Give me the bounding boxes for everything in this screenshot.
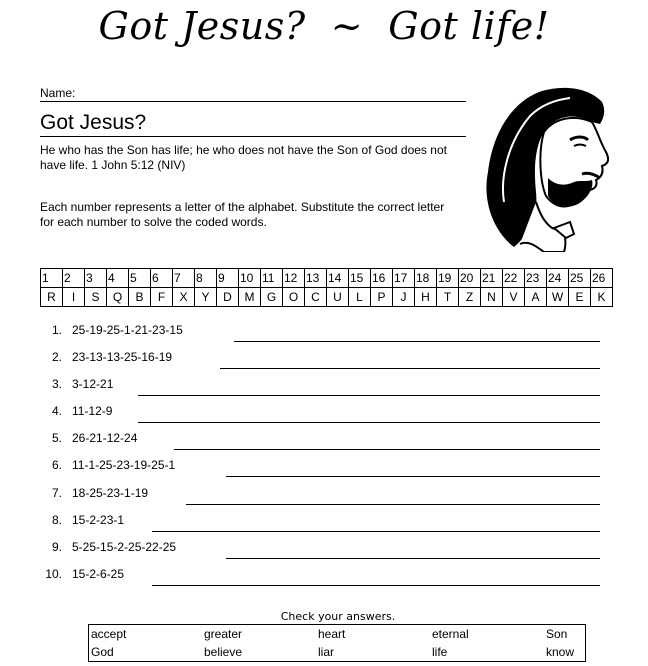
code-key-number: 4	[107, 269, 129, 288]
bible-verse: He who has the Son has life; he who does not have the Son of God does not have life. 1 John 5:12 (NIV)	[40, 143, 447, 172]
puzzle-item	[36, 376, 600, 403]
check-answers-label: Check your answers.	[280, 610, 396, 623]
code-key-letter: W	[547, 288, 569, 307]
answer-word: liar	[318, 645, 335, 659]
puzzle-code: 15-2-23-1	[72, 512, 125, 527]
code-key-number: 26	[591, 269, 613, 288]
code-key-number: 12	[283, 269, 305, 288]
code-key-number: 24	[547, 269, 569, 288]
code-key-number: 25	[569, 269, 591, 288]
answer-word-bank	[88, 624, 586, 662]
code-key-number: 20	[459, 269, 481, 288]
code-key-letter: L	[349, 288, 371, 307]
code-key-letter: K	[591, 288, 613, 307]
code-key-letter: Q	[107, 288, 129, 307]
code-key-number: 17	[393, 269, 415, 288]
puzzle-code: 26-21-12-24	[72, 431, 138, 446]
code-key-number: 23	[525, 269, 547, 288]
code-key-letter: V	[503, 288, 525, 307]
code-key-letter: M	[239, 288, 261, 307]
answer-blank[interactable]	[226, 558, 600, 559]
puzzle-list	[36, 322, 600, 593]
answer-blank[interactable]	[152, 531, 600, 532]
code-key-letter: P	[371, 288, 393, 307]
code-key-table	[40, 268, 613, 307]
code-key-letter: I	[63, 288, 85, 307]
code-key-number: 14	[327, 269, 349, 288]
code-key-number: 16	[371, 269, 393, 288]
answer-blank[interactable]	[174, 449, 600, 450]
puzzle-code: 3-12-21	[72, 377, 114, 392]
code-key-letters-row	[41, 288, 613, 307]
code-key-letter: T	[437, 288, 459, 307]
puzzle-number: 4.	[51, 404, 62, 419]
puzzle-number: 6.	[51, 458, 62, 473]
answer-blank[interactable]	[220, 368, 600, 369]
code-key-number: 10	[239, 269, 261, 288]
puzzle-number: 8.	[51, 512, 62, 527]
code-key-number: 13	[305, 269, 327, 288]
code-key-number: 5	[129, 269, 151, 288]
code-key-letter: Y	[195, 288, 217, 307]
puzzle-number: 1.	[51, 323, 62, 337]
answer-word: heart	[318, 627, 346, 641]
code-key-letter: X	[173, 288, 195, 307]
puzzle-code: 25-19-25-1-21-23-15	[72, 323, 183, 337]
code-key-number: 21	[481, 269, 503, 288]
puzzle-number: 3.	[51, 377, 62, 392]
puzzle-item	[36, 322, 600, 349]
puzzle-item	[36, 566, 600, 593]
code-key-number: 15	[349, 269, 371, 288]
answer-word: Son	[546, 627, 568, 641]
puzzle-number: 5.	[51, 431, 62, 446]
puzzle-item	[36, 539, 600, 566]
puzzle-code: 5-25-15-2-25-22-25	[72, 539, 177, 554]
code-key-number: 18	[415, 269, 437, 288]
code-key-letter: D	[217, 288, 239, 307]
code-key-number: 6	[151, 269, 173, 288]
code-key-letter: G	[261, 288, 283, 307]
instructions: Each number represents a letter of the alphabet. Substitute the correct letter for each number to solve the coded words.	[40, 200, 445, 229]
code-key-number: 1	[41, 269, 63, 288]
code-key-number: 3	[85, 269, 107, 288]
answer-blank[interactable]	[234, 341, 600, 342]
puzzle-item	[36, 485, 600, 512]
puzzle-code: 11-12-9	[72, 404, 113, 419]
answer-word: know	[546, 645, 575, 659]
puzzle-code: 15-2-6-25	[72, 566, 125, 581]
name-label: Name:	[40, 86, 76, 100]
code-key-number: 19	[437, 269, 459, 288]
code-key-letter: A	[525, 288, 547, 307]
jesus-portrait-icon	[474, 82, 616, 252]
answer-blank[interactable]	[138, 422, 600, 423]
puzzle-number: 9.	[51, 539, 62, 554]
puzzle-item	[36, 349, 600, 376]
worksheet-title: Got Jesus?	[40, 110, 466, 137]
code-key-letter: S	[85, 288, 107, 307]
code-key-number: 2	[63, 269, 85, 288]
code-key-number: 7	[173, 269, 195, 288]
code-key-letter: B	[129, 288, 151, 307]
puzzle-number: 10.	[45, 566, 62, 581]
code-key-number: 8	[195, 269, 217, 288]
answer-word: eternal	[432, 627, 469, 641]
code-key-letter: U	[327, 288, 349, 307]
code-key-letter: Z	[459, 288, 481, 307]
code-key-letter: N	[481, 288, 503, 307]
puzzle-item	[36, 457, 600, 484]
code-key-letter: E	[569, 288, 591, 307]
code-key-number: 11	[261, 269, 283, 288]
puzzle-code: 23-13-13-25-16-19	[72, 350, 173, 365]
answer-blank[interactable]	[152, 585, 600, 586]
code-key-letter: O	[283, 288, 305, 307]
code-key-letter: R	[41, 288, 63, 307]
answer-word: believe	[204, 645, 243, 659]
code-key-letter: H	[415, 288, 437, 307]
answer-blank[interactable]	[226, 476, 600, 477]
answer-word: accept	[91, 627, 127, 641]
name-field[interactable]	[40, 86, 466, 102]
puzzle-code: 11-1-25-23-19-25-1	[72, 458, 176, 473]
puzzle-item	[36, 430, 600, 457]
code-key-number: 22	[503, 269, 525, 288]
answer-blank[interactable]	[186, 504, 600, 505]
code-key-letter: F	[151, 288, 173, 307]
puzzle-number: 2.	[51, 350, 62, 365]
puzzle-code: 18-25-23-1-19	[72, 485, 149, 500]
code-key-numbers-row	[41, 269, 613, 288]
puzzle-number: 7.	[51, 485, 62, 500]
answer-blank[interactable]	[138, 395, 600, 396]
code-key-number: 9	[217, 269, 239, 288]
answer-word: God	[91, 645, 114, 659]
answer-word: greater	[204, 627, 243, 641]
puzzle-item	[36, 512, 600, 539]
answer-word: life	[432, 645, 448, 659]
code-key-letter: J	[393, 288, 415, 307]
banner-title: Got Jesus? ~ Got life!	[98, 4, 550, 48]
puzzle-item	[36, 403, 600, 430]
code-key-letter: C	[305, 288, 327, 307]
